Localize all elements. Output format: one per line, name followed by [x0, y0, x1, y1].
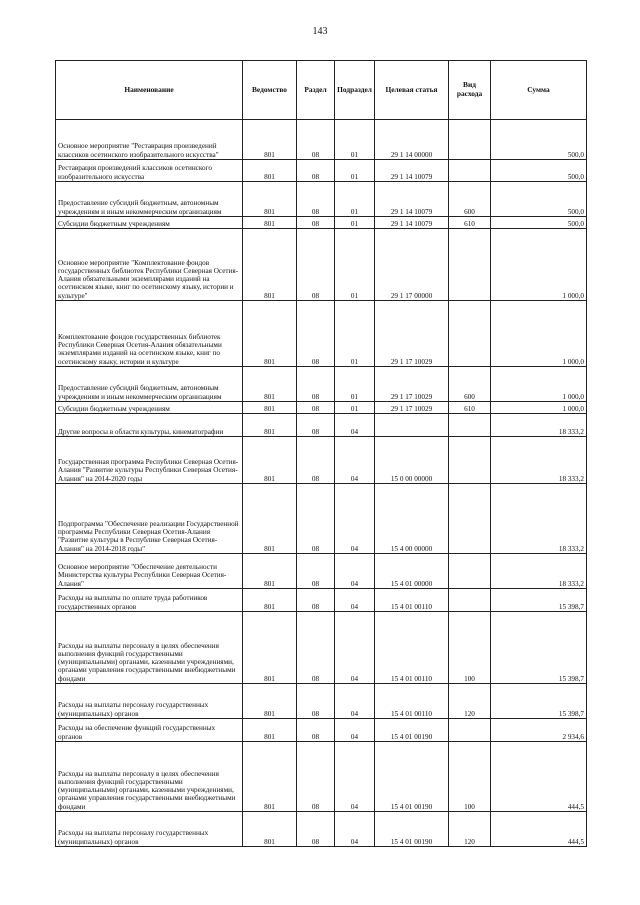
- table-row: [56, 742, 587, 812]
- row-target: 15 4 00 00000: [375, 484, 449, 554]
- row-dept: 801: [243, 217, 297, 229]
- row-section: 08: [297, 182, 335, 217]
- budget-table: [55, 60, 587, 847]
- row-dept: 801: [243, 402, 297, 414]
- table-row: [56, 414, 587, 437]
- row-subsection: 01: [335, 402, 375, 414]
- table-row: [56, 684, 587, 719]
- row-kind: 610: [449, 402, 491, 414]
- row-section: 08: [297, 301, 335, 367]
- row-section: 08: [297, 120, 335, 160]
- row-section: 08: [297, 414, 335, 437]
- row-kind: 100: [449, 742, 491, 812]
- row-sum: 500,0: [491, 217, 587, 229]
- row-sum: 18 333,2: [491, 414, 587, 437]
- row-section: 08: [297, 402, 335, 414]
- table-row: [56, 554, 587, 589]
- row-target: 15 4 01 00190: [375, 742, 449, 812]
- row-target: 29 1 17 10029: [375, 402, 449, 414]
- row-name: Государственная программа Республики Северная Осетия-Алания "Развитие культуры Республики Северная Осетия-Алания" на 2014-2020 годы: [56, 437, 243, 484]
- row-target: 15 4 01 00190: [375, 719, 449, 742]
- table-row: [56, 812, 587, 847]
- row-kind: [449, 554, 491, 589]
- row-sum: 1 000,0: [491, 367, 587, 402]
- row-kind: [449, 719, 491, 742]
- row-section: 08: [297, 484, 335, 554]
- row-sum: 15 398,7: [491, 684, 587, 719]
- row-target: 29 1 14 00000: [375, 120, 449, 160]
- row-name: Основное мероприятие "Комплектование фондов государственных библиотек Республики Северная Осетия-Алания обязательными экземплярами изданий на осетинском языке, книг по осетинскому языку, истории и культуре": [56, 229, 243, 301]
- row-target: 29 1 14 10079: [375, 160, 449, 182]
- row-section: 08: [297, 217, 335, 229]
- row-section: 08: [297, 589, 335, 612]
- row-dept: 801: [243, 120, 297, 160]
- row-dept: 801: [243, 612, 297, 684]
- row-sum: 500,0: [491, 182, 587, 217]
- table-header-row: [56, 61, 587, 120]
- row-kind: 120: [449, 812, 491, 847]
- row-sum: 2 934,6: [491, 719, 587, 742]
- row-sum: 444,5: [491, 742, 587, 812]
- row-kind: 610: [449, 217, 491, 229]
- row-name: Расходы на выплаты персоналу в целях обеспечения выполнения функций государственными (муниципальными) органами, казенными учреждениями, органами управления государственными внебюджетными фондами: [56, 612, 243, 684]
- row-dept: 801: [243, 484, 297, 554]
- row-name: Комплектование фондов государственных библиотек Республики Северная Осетия-Алания обязательными экземплярами изданий на осетинском языке, книг по осетинскому языку, истории и культуре: [56, 301, 243, 367]
- table-row: [56, 120, 587, 160]
- table-row: [56, 484, 587, 554]
- row-kind: [449, 229, 491, 301]
- row-dept: 801: [243, 554, 297, 589]
- row-dept: 801: [243, 301, 297, 367]
- row-subsection: 01: [335, 301, 375, 367]
- row-subsection: 01: [335, 120, 375, 160]
- table-row: [56, 182, 587, 217]
- header-section: Раздел: [297, 61, 335, 120]
- row-section: 08: [297, 742, 335, 812]
- row-subsection: 04: [335, 684, 375, 719]
- row-kind: [449, 414, 491, 437]
- table-row: [56, 160, 587, 182]
- row-name: Расходы на обеспечение функций государственных органов: [56, 719, 243, 742]
- row-dept: 801: [243, 367, 297, 402]
- row-subsection: 04: [335, 719, 375, 742]
- row-subsection: 04: [335, 414, 375, 437]
- row-subsection: 04: [335, 812, 375, 847]
- table-row: [56, 301, 587, 367]
- row-subsection: 01: [335, 217, 375, 229]
- row-section: 08: [297, 229, 335, 301]
- row-subsection: 04: [335, 484, 375, 554]
- row-name: Расходы на выплаты по оплате труда работников государственных органов: [56, 589, 243, 612]
- row-subsection: 01: [335, 182, 375, 217]
- row-subsection: 04: [335, 589, 375, 612]
- row-sum: 18 333,2: [491, 484, 587, 554]
- row-name: Предоставление субсидий бюджетным, автономным учреждениям и иным некоммерческим организациям: [56, 367, 243, 402]
- header-name: Наименование: [56, 61, 243, 120]
- row-section: 08: [297, 719, 335, 742]
- row-target: 29 1 14 10079: [375, 182, 449, 217]
- row-kind: [449, 160, 491, 182]
- row-subsection: 01: [335, 367, 375, 402]
- header-target: Целевая статья: [375, 61, 449, 120]
- row-target: 15 4 01 00110: [375, 684, 449, 719]
- table-row: [56, 217, 587, 229]
- row-name: Другие вопросы в области культуры, кинематографии: [56, 414, 243, 437]
- row-sum: 15 398,7: [491, 589, 587, 612]
- row-kind: [449, 589, 491, 612]
- row-sum: 500,0: [491, 120, 587, 160]
- row-subsection: 01: [335, 229, 375, 301]
- row-subsection: 04: [335, 742, 375, 812]
- row-section: 08: [297, 684, 335, 719]
- row-section: 08: [297, 367, 335, 402]
- table-row: [56, 367, 587, 402]
- row-dept: 801: [243, 742, 297, 812]
- row-name: Субсидии бюджетным учреждениям: [56, 217, 243, 229]
- row-name: Предоставление субсидий бюджетным, автономным учреждениям и иным некоммерческим организациям: [56, 182, 243, 217]
- row-target: 29 1 14 10079: [375, 217, 449, 229]
- row-target: 29 1 17 10029: [375, 301, 449, 367]
- row-target: 15 0 00 00000: [375, 437, 449, 484]
- row-name: Расходы на выплаты персоналу в целях обеспечения выполнения функций государственными (муниципальными) органами, казенными учреждениями, органами управления государственными внебюджетными фондами: [56, 742, 243, 812]
- row-sum: 15 398,7: [491, 612, 587, 684]
- row-target: 29 1 17 10029: [375, 367, 449, 402]
- row-dept: 801: [243, 437, 297, 484]
- row-kind: [449, 437, 491, 484]
- header-kind: Вид расхода: [449, 61, 491, 120]
- row-sum: 500,0: [491, 160, 587, 182]
- row-dept: 801: [243, 414, 297, 437]
- row-kind: [449, 120, 491, 160]
- row-subsection: 04: [335, 554, 375, 589]
- table-row: [56, 229, 587, 301]
- row-section: 08: [297, 437, 335, 484]
- row-dept: 801: [243, 589, 297, 612]
- row-kind: 600: [449, 367, 491, 402]
- row-kind: 100: [449, 612, 491, 684]
- row-target: [375, 414, 449, 437]
- row-target: 15 4 01 00110: [375, 612, 449, 684]
- row-name: Подпрограмма "Обеспечение реализации Государственной программы Республики Северная Осетия-Алания "Развитие культуры в Республике Северная Осетия-Алания" на 2014-2018 годы": [56, 484, 243, 554]
- header-subsection: Подраздел: [335, 61, 375, 120]
- row-dept: 801: [243, 182, 297, 217]
- row-target: 15 4 01 00110: [375, 589, 449, 612]
- row-kind: 120: [449, 684, 491, 719]
- row-sum: 444,5: [491, 812, 587, 847]
- row-sum: 18 333,2: [491, 437, 587, 484]
- row-dept: 801: [243, 719, 297, 742]
- row-dept: 801: [243, 229, 297, 301]
- table-row: [56, 612, 587, 684]
- row-subsection: 01: [335, 160, 375, 182]
- page-number: 143: [312, 26, 328, 37]
- row-kind: [449, 484, 491, 554]
- row-section: 08: [297, 812, 335, 847]
- row-dept: 801: [243, 160, 297, 182]
- table-row: [56, 589, 587, 612]
- row-sum: 1 000,0: [491, 402, 587, 414]
- row-name: Расходы на выплаты персоналу государственных (муниципальных) органов: [56, 684, 243, 719]
- row-section: 08: [297, 554, 335, 589]
- row-dept: 801: [243, 684, 297, 719]
- row-target: 29 1 17 00000: [375, 229, 449, 301]
- row-kind: 600: [449, 182, 491, 217]
- header-dept: Ведомство: [243, 61, 297, 120]
- table-row: [56, 719, 587, 742]
- row-target: 15 4 01 00000: [375, 554, 449, 589]
- header-sum: Сумма: [491, 61, 587, 120]
- row-subsection: 04: [335, 437, 375, 484]
- row-name: Субсидии бюджетным учреждениям: [56, 402, 243, 414]
- row-sum: 18 333,2: [491, 554, 587, 589]
- row-section: 08: [297, 160, 335, 182]
- row-name: Основное мероприятие "Реставрация произведений классиков осетинского изобразительного искусства": [56, 120, 243, 160]
- row-subsection: 04: [335, 612, 375, 684]
- row-kind: [449, 301, 491, 367]
- row-name: Расходы на выплаты персоналу государственных (муниципальных) органов: [56, 812, 243, 847]
- row-section: 08: [297, 612, 335, 684]
- table-row: [56, 437, 587, 484]
- row-dept: 801: [243, 812, 297, 847]
- row-sum: 1 000,0: [491, 301, 587, 367]
- table-row: [56, 402, 587, 414]
- row-name: Основное мероприятие "Обеспечение деятельности Министерства культуры Республики Северная Осетия-Алания": [56, 554, 243, 589]
- row-target: 15 4 01 00190: [375, 812, 449, 847]
- row-sum: 1 000,0: [491, 229, 587, 301]
- row-name: Реставрация произведений классиков осетинского изобразительного искусства: [56, 160, 243, 182]
